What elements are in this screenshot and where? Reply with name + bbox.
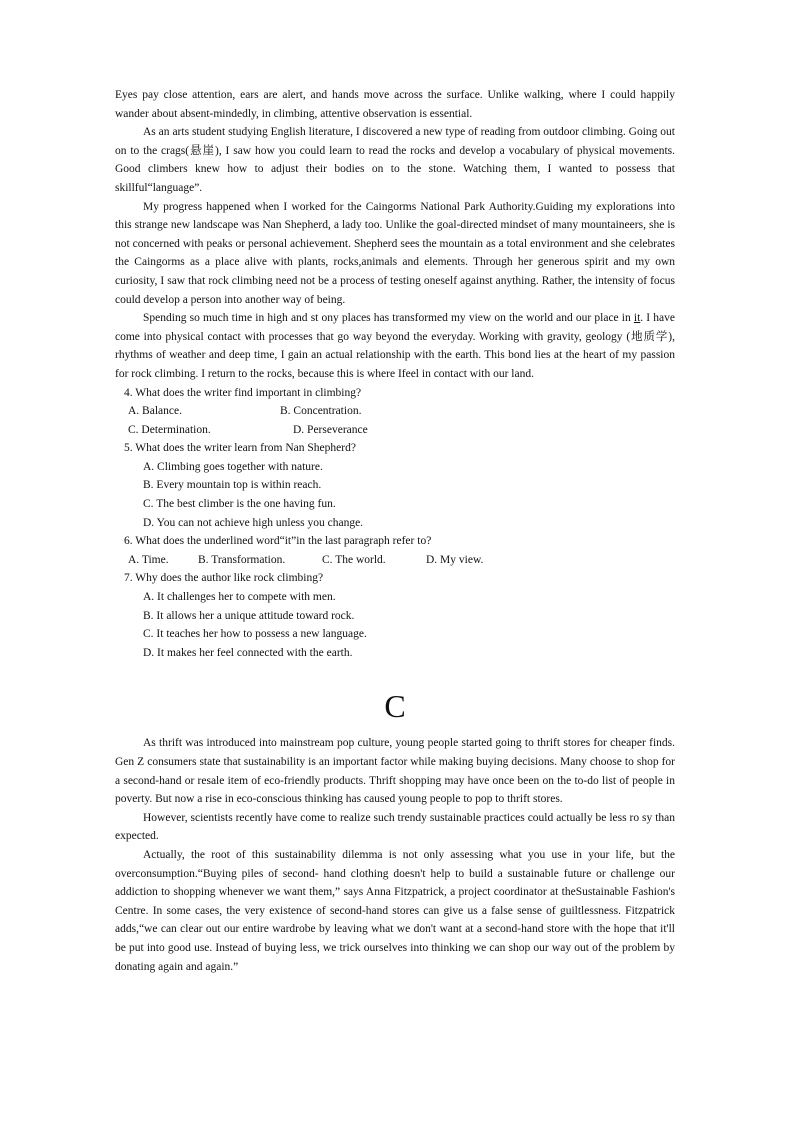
question-4-options-row1 bbox=[115, 402, 675, 421]
paragraph-c3: Actually, the root of this sustainability dilemma is not only assessing what you use in your life, but the overconsumption.“Buying piles of second- hand clothing doesn't help to build a sustainable future or challenge our addiction to shopping whenever we want them,” says Anna Fitzpatrick, a project coordinator at theSustainable Fashion's Centre. In some cases, the very existence of second-hand stores can give us a false sense of guiltlessness. Fitzpatrick adds,“we can clear out our entire wardrobe by leaving what we don't want at a second-hand store with the hope that it'll be put into good use. Instead of buying less, we trick ourselves into thinking we can shop our way out of the problem by donating again and again.” bbox=[115, 848, 675, 973]
question-5: 5. What does the writer learn from Nan Shepherd? bbox=[124, 442, 356, 455]
question-4-options-row2 bbox=[115, 421, 675, 440]
option-6a: A. Time. bbox=[128, 553, 169, 566]
option-4d: D. Perseverance bbox=[293, 423, 368, 436]
question-6-options bbox=[115, 551, 675, 570]
option-6c: C. The world. bbox=[322, 553, 386, 566]
option-5b: B. Every mountain top is within reach. bbox=[143, 479, 322, 492]
option-4b: B. Concentration. bbox=[280, 405, 362, 418]
question-4: 4. What does the writer find important in climbing? bbox=[124, 386, 362, 399]
option-4c: C. Determination. bbox=[128, 423, 211, 436]
paragraph-b3-start: Spending so much time in high and st ony places has transformed my view on the world and our place in bbox=[143, 312, 634, 325]
option-4a: A. Balance. bbox=[128, 405, 182, 418]
option-7b: B. It allows her a unique attitude toward rock. bbox=[143, 609, 355, 622]
option-7a: A. It challenges her to compete with men. bbox=[143, 591, 336, 604]
option-5d: D. You can not achieve high unless you change. bbox=[143, 516, 364, 529]
paragraph-b1: As an arts student studying English literature, I discovered a new type of reading from outdoor climbing. Going out on to the crags(悬崖), I saw how you could learn to read the rocks and develop a vocabulary of physical movements. Good climbers knew how to adjust their bodies on to the stone. Watching them, I wanted to possess that skillful“language”. bbox=[115, 126, 675, 194]
section-heading-c: C bbox=[384, 688, 406, 725]
paragraph-c1: As thrift was introduced into mainstream pop culture, young people started going to thrift stores for cheaper finds. Gen Z consumers state that sustainability is an important factor while making buying decisions. Many choose to shop for a second-hand or resale item of eco-friendly products. Thrift shopping may have once been on the to-do list of people in poverty. But now a rise in eco-conscious thinking has caused young people to pop to thrift stores. bbox=[115, 737, 675, 806]
paragraph-b3 bbox=[115, 309, 675, 383]
question-6: 6. What does the underlined word“it”in the last paragraph refer to? bbox=[124, 535, 432, 548]
question-7: 7. Why does the author like rock climbing? bbox=[124, 572, 324, 585]
document-page bbox=[115, 86, 675, 976]
paragraph-b0: Eyes pay close attention, ears are alert, and hands move across the surface. Unlike walking, where I could happily wander about absent-mindedly, in climbing, attentive observation is essential. bbox=[115, 89, 675, 120]
option-5c: C. The best climber is the one having fun. bbox=[143, 498, 336, 511]
option-6d: D. My view. bbox=[426, 553, 484, 566]
paragraph-c2: However, scientists recently have come to realize such trendy sustainable practices could actually be less ro sy than expected. bbox=[115, 811, 675, 843]
option-5a: A. Climbing goes together with nature. bbox=[143, 460, 323, 473]
paragraph-b3-end: . I have come into physical contact with processes that go way beyond the everyday. Working with gravity, geology (地质学), rhythms of weather and deep time, I gain an actual relationship with the earth. This bond lies at the heart of my passion for rock climbing. I return to the rocks, because this is where Ifeel in contact with our land. bbox=[115, 312, 675, 380]
option-7c: C. It teaches her how to possess a new language. bbox=[143, 628, 367, 641]
option-7d: D. It makes her feel connected with the earth. bbox=[143, 646, 353, 659]
option-6b: B. Transformation. bbox=[198, 553, 286, 566]
paragraph-b2: My progress happened when I worked for the Caingorms National Park Authority.Guiding my explorations into this strange new landscape was Nan Shepherd, a lady too. Unlike the goal-directed mindset of many mountaineers, she is not concerned with peaks or personal achievement. Shepherd sees the mountain as a total environment and she celebrates the Caingorms as a place alive with plants, rocks,animals and elements. Through her generous spirit and my own curiosity, I saw that rock climbing need not be a process of testing oneself against anything. Rather, the intensity of focus could develop a person into another way of being. bbox=[115, 200, 675, 306]
underlined-it: it bbox=[633, 312, 641, 325]
